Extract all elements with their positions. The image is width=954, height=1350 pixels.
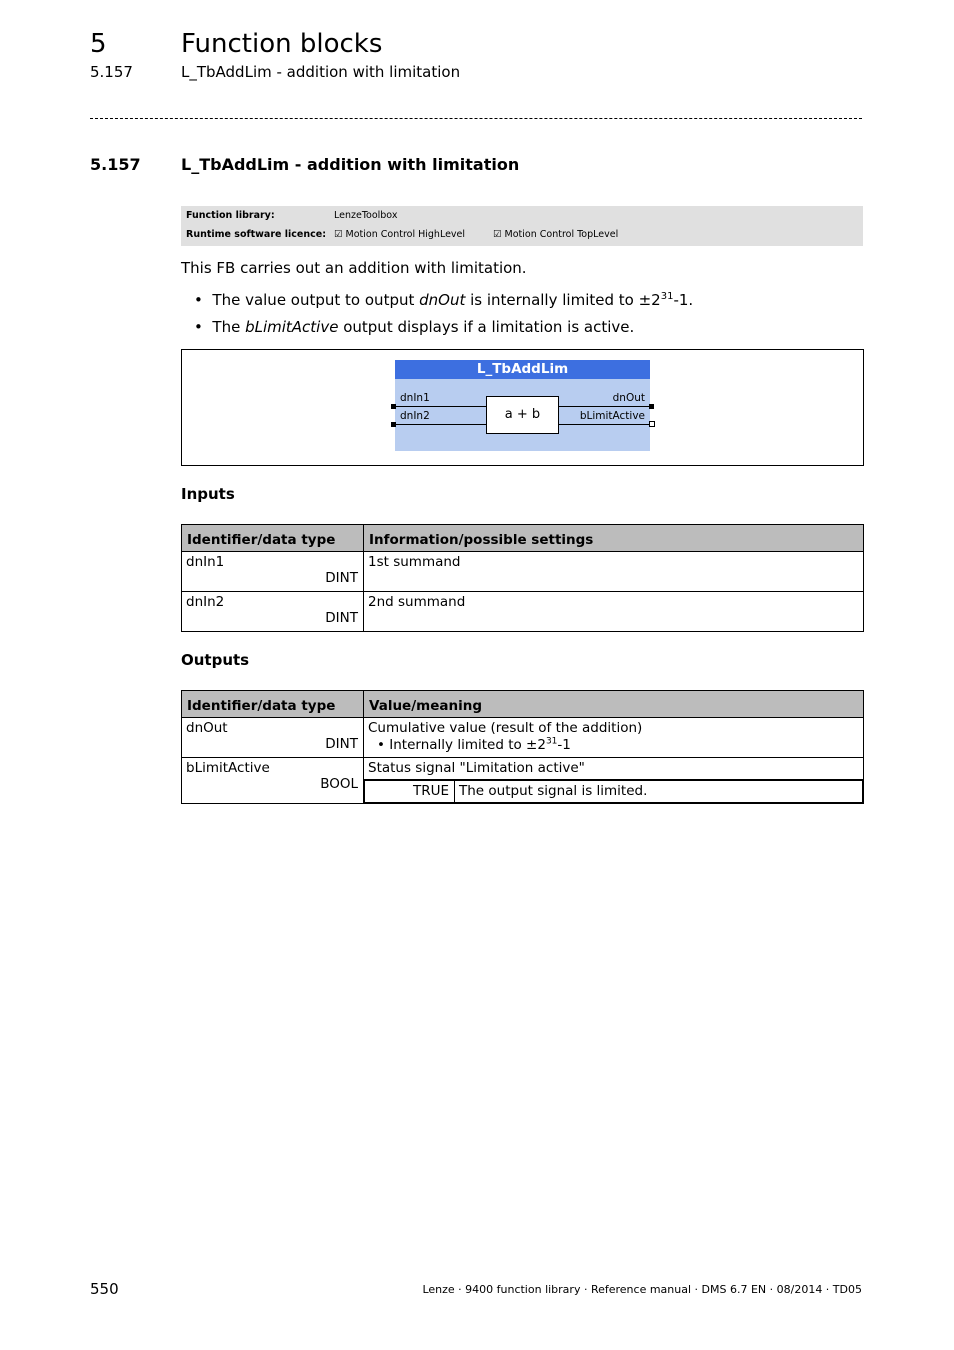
identifier-name: dnIn1 xyxy=(186,554,225,570)
bullet-marker: • xyxy=(194,291,203,309)
sub-bullet-text: Internally limited to ±2 xyxy=(389,737,546,753)
sub-bullet-superscript: 31 xyxy=(545,736,558,747)
output-pin-icon xyxy=(649,404,654,409)
sub-bullet-text: -1 xyxy=(557,737,571,753)
bullet-text: is internally limited to ±2 xyxy=(465,291,661,309)
output-label-dnout: dnOut xyxy=(612,392,645,404)
bullet-text: The xyxy=(212,318,246,336)
bullet-superscript: 31 xyxy=(660,291,674,302)
input-wire-1 xyxy=(395,406,486,407)
bullet-emphasis: dnOut xyxy=(419,291,466,309)
section-title: L_TbAddLim - addition with limitation xyxy=(181,155,520,174)
header-section-number: 5.157 xyxy=(90,63,133,81)
identifier-name: bLimitActive xyxy=(186,760,270,776)
bullet-marker: • xyxy=(377,737,385,753)
inputs-heading: Inputs xyxy=(181,485,235,503)
library-info-box xyxy=(181,206,863,246)
bullet-item-2 xyxy=(194,316,634,338)
info-text: Cumulative value (result of the addition) xyxy=(368,720,643,736)
header-divider xyxy=(90,118,862,119)
identifier-name: dnOut xyxy=(186,720,228,736)
block-name: L_TbAddLim xyxy=(395,360,650,379)
data-type: DINT xyxy=(325,736,358,752)
bullet-item-1 xyxy=(194,289,693,311)
outputs-col-identifier: Identifier/data type xyxy=(182,691,364,718)
section-number: 5.157 xyxy=(90,155,141,174)
data-type: BOOL xyxy=(320,776,358,792)
bullet-emphasis: bLimitActive xyxy=(245,318,339,336)
footer-doc-info: Lenze · 9400 function library · Reference manual · DMS 6.7 EN · 08/2014 · TD05 xyxy=(422,1283,862,1296)
chapter-number: 5 xyxy=(90,29,107,59)
info-cell: 1st summand xyxy=(364,552,864,592)
bullet-text: The value output to output xyxy=(212,291,420,309)
outputs-table xyxy=(181,690,864,804)
bullet-text: output displays if a limitation is active. xyxy=(338,318,635,336)
identifier-name: dnIn2 xyxy=(186,594,225,610)
table-row xyxy=(182,592,864,632)
input-label-dnin1: dnIn1 xyxy=(400,392,430,404)
chapter-title: Function blocks xyxy=(181,29,383,59)
page-number: 550 xyxy=(90,1280,119,1298)
bullet-marker: • xyxy=(194,318,203,336)
value-meaning: The output signal is limited. xyxy=(455,781,863,803)
info-cell xyxy=(364,758,864,804)
operation-box: a + b xyxy=(486,396,559,434)
header-section-title: L_TbAddLim - addition with limitation xyxy=(181,63,461,81)
outputs-heading: Outputs xyxy=(181,651,250,669)
inputs-table xyxy=(181,524,864,632)
info-cell xyxy=(364,718,864,758)
input-pin-icon xyxy=(391,422,396,427)
value-true: TRUE xyxy=(365,781,455,803)
licence-label: Runtime software licence: xyxy=(186,229,326,240)
output-wire-1 xyxy=(559,406,650,407)
function-library-label: Function library: xyxy=(186,210,275,221)
input-pin-icon xyxy=(391,404,396,409)
info-text: Status signal "Limitation active" xyxy=(364,758,863,780)
output-pin-bool-icon xyxy=(649,421,655,427)
data-type: DINT xyxy=(325,610,358,626)
intro-text: This FB carries out an addition with limitation. xyxy=(181,259,527,277)
function-block-diagram xyxy=(181,349,864,466)
inputs-col-identifier: Identifier/data type xyxy=(182,525,364,552)
input-wire-2 xyxy=(395,424,486,425)
data-type: DINT xyxy=(325,570,358,586)
bullet-text: -1. xyxy=(673,291,694,309)
info-sub-bullet xyxy=(368,737,859,754)
table-row xyxy=(182,718,864,758)
info-cell: 2nd summand xyxy=(364,592,864,632)
output-wire-2 xyxy=(559,424,650,425)
licence-value-toplevel: ☑ Motion Control TopLevel xyxy=(493,229,619,240)
function-library-value: LenzeToolbox xyxy=(334,210,398,221)
input-label-dnin2: dnIn2 xyxy=(400,410,430,422)
outputs-col-meaning: Value/meaning xyxy=(364,691,864,718)
table-row xyxy=(182,758,864,804)
table-row xyxy=(182,552,864,592)
inputs-col-info: Information/possible settings xyxy=(364,525,864,552)
output-label-blimitactive: bLimitActive xyxy=(579,410,645,422)
licence-value-highlevel: ☑ Motion Control HighLevel xyxy=(334,229,466,240)
